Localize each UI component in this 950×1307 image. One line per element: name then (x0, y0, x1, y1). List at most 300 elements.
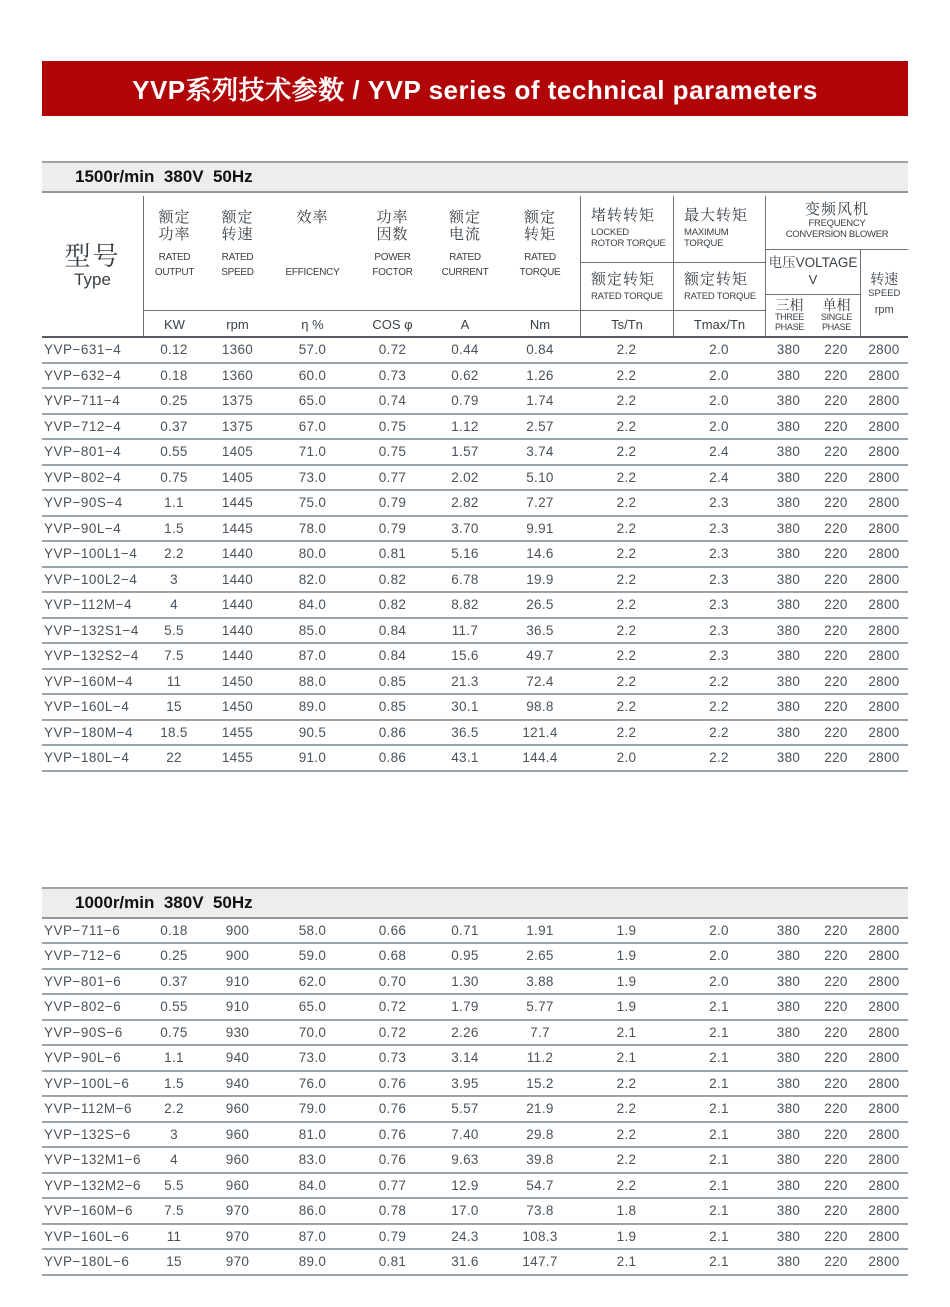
cell-rated_output_kw: 7.5 (164, 1203, 184, 1219)
cell-rated_speed_rpm: 1455 (221, 750, 254, 766)
cell-voltage_three_phase: 380 (776, 922, 801, 938)
header-type-zh: 型号 (64, 241, 121, 271)
unit-cos-phi: COS φ (355, 310, 430, 338)
table-row (42, 919, 908, 945)
cell-rated_torque_nm: 19.9 (526, 571, 554, 587)
cell-power_factor: 0.79 (378, 520, 407, 536)
cell-voltage_single_phase: 220 (824, 673, 848, 689)
cell-voltage_three_phase: 380 (776, 571, 801, 587)
cell-tmax_tn: 2.2 (709, 699, 729, 715)
cell-rated_current_a: 3.14 (451, 1050, 479, 1066)
cell-efficiency_pct: 83.0 (298, 1152, 327, 1168)
table-row (42, 721, 908, 747)
cell-efficiency_pct: 86.0 (298, 1203, 327, 1219)
cell-tmax_tn: 2.3 (709, 520, 729, 536)
unit-nm: Nm (500, 310, 580, 338)
cell-blower_speed_rpm: 2800 (868, 1177, 900, 1193)
label-zh: 转矩 (523, 226, 556, 243)
cell-power_factor: 0.85 (378, 699, 407, 715)
cell-blower_speed_rpm: 2800 (868, 393, 900, 409)
cell-rated_speed_rpm: 1440 (221, 622, 254, 638)
cell-voltage_three_phase: 380 (776, 1152, 801, 1168)
cell-rated_current_a: 24.3 (451, 1228, 479, 1244)
cell-rated_torque_nm: 7.27 (526, 495, 554, 511)
cell-blower_speed_rpm: 2800 (868, 571, 900, 587)
cell-efficiency_pct: 65.0 (298, 999, 327, 1015)
header-frequency-blower-title (766, 196, 908, 250)
label-en: PHASE (821, 321, 851, 332)
cell-voltage_three_phase: 380 (776, 724, 801, 740)
cell-tmax_tn: 2.1 (709, 1050, 729, 1066)
cell-voltage_three_phase: 380 (776, 673, 801, 689)
cell-rated_torque_nm: 21.9 (526, 1101, 554, 1117)
cell-rated_torque_nm: 15.2 (526, 1075, 554, 1091)
cell-rated_output_kw: 0.37 (160, 418, 188, 434)
cell-voltage_three_phase: 380 (776, 999, 801, 1015)
cell-ts_tn: 2.2 (616, 342, 637, 358)
cell-rated_speed_rpm: 960 (225, 1177, 250, 1193)
cell-model: YVP−90S−4 (44, 495, 123, 511)
cell-blower_speed_rpm: 2800 (868, 973, 900, 989)
cell-ts_tn: 2.2 (616, 495, 637, 511)
cell-voltage_single_phase: 220 (824, 1203, 848, 1219)
cell-ts_tn: 2.2 (616, 648, 637, 664)
cell-voltage_single_phase: 220 (824, 1152, 848, 1168)
unit-rpm: rpm (874, 303, 894, 316)
cell-rated_output_kw: 7.5 (164, 648, 184, 664)
cell-ts_tn: 2.2 (616, 622, 637, 638)
cell-rated_torque_nm: 108.3 (522, 1228, 558, 1244)
table-row (42, 389, 908, 415)
cell-model: YVP−112M−4 (44, 597, 133, 613)
cell-voltage_three_phase: 380 (776, 1126, 801, 1142)
cell-rated_current_a: 1.30 (451, 973, 479, 989)
cell-rated_speed_rpm: 930 (225, 1024, 250, 1040)
cell-voltage_single_phase: 220 (824, 750, 848, 766)
cell-tmax_tn: 2.1 (709, 1177, 729, 1193)
cell-model: YVP−100L1−4 (44, 546, 138, 562)
unit-eta-percent: η % (270, 310, 355, 338)
cell-efficiency_pct: 65.0 (298, 393, 327, 409)
cell-model: YVP−100L2−4 (44, 571, 138, 587)
cell-ts_tn: 2.2 (616, 1075, 637, 1091)
cell-blower_speed_rpm: 2800 (868, 367, 900, 383)
cell-rated_speed_rpm: 1405 (221, 444, 254, 460)
cell-power_factor: 0.82 (378, 597, 407, 613)
cell-voltage_three_phase: 380 (776, 1203, 801, 1219)
cell-rated_current_a: 11.7 (451, 622, 479, 638)
cell-rated_torque_nm: 121.4 (522, 724, 558, 740)
cell-voltage_three_phase: 380 (776, 444, 801, 460)
header-efficiency (270, 196, 355, 336)
label-zh: 功率 (158, 226, 191, 243)
cell-voltage_single_phase: 220 (824, 1024, 848, 1040)
cell-ts_tn: 2.2 (616, 393, 637, 409)
cell-tmax_tn: 2.4 (709, 444, 729, 460)
label-en: CURRENT (441, 267, 489, 278)
cell-rated_output_kw: 1.1 (164, 1050, 184, 1066)
cell-model: YVP−711−6 (44, 922, 121, 938)
cell-voltage_three_phase: 380 (776, 520, 801, 536)
cell-voltage_three_phase: 380 (776, 1228, 801, 1244)
cell-voltage_single_phase: 220 (824, 1177, 848, 1193)
cell-rated_output_kw: 1.5 (164, 520, 184, 536)
label-zh: 转速 (870, 270, 899, 287)
label-en: RATED TORQUE (591, 291, 664, 302)
cell-rated_speed_rpm: 900 (225, 948, 250, 964)
cell-efficiency_pct: 60.0 (298, 367, 327, 383)
cell-efficiency_pct: 79.0 (298, 1101, 327, 1117)
cell-ts_tn: 2.1 (616, 1050, 637, 1066)
cell-efficiency_pct: 90.5 (298, 724, 327, 740)
cell-voltage_single_phase: 220 (824, 1050, 848, 1066)
cell-voltage_single_phase: 220 (824, 418, 848, 434)
cell-rated_speed_rpm: 970 (225, 1228, 250, 1244)
label-en: SINGLE (820, 312, 853, 322)
cell-rated_current_a: 0.95 (451, 948, 479, 964)
cell-voltage_three_phase: 380 (776, 973, 801, 989)
label-en: CONVERSION BLOWER (785, 228, 889, 240)
label-zh: 堵转转矩 (591, 207, 656, 224)
header-maximum-torque (673, 196, 765, 336)
cell-power_factor: 0.72 (378, 1024, 407, 1040)
cell-rated_torque_nm: 26.5 (526, 597, 554, 613)
cell-voltage_three_phase: 380 (776, 546, 801, 562)
cell-rated_current_a: 0.79 (451, 393, 479, 409)
cell-efficiency_pct: 73.0 (298, 1050, 327, 1066)
table-row (42, 517, 908, 543)
cell-rated_torque_nm: 29.8 (526, 1126, 554, 1142)
cell-voltage_three_phase: 380 (776, 1075, 801, 1091)
cell-model: YVP−631−4 (44, 342, 122, 358)
header-locked-rotor-torque (580, 196, 673, 336)
cell-rated_output_kw: 4 (170, 1152, 178, 1168)
cell-power_factor: 0.68 (378, 948, 407, 964)
label-en: POWER (374, 252, 411, 263)
table-row (42, 970, 908, 996)
cell-efficiency_pct: 87.0 (298, 1228, 327, 1244)
cell-voltage_single_phase: 220 (824, 342, 848, 358)
cell-ts_tn: 2.2 (616, 367, 637, 383)
cell-rated_speed_rpm: 900 (225, 922, 250, 938)
cell-rated_output_kw: 1.1 (164, 495, 184, 511)
cell-efficiency_pct: 67.0 (298, 418, 327, 434)
cell-blower_speed_rpm: 2800 (868, 444, 900, 460)
unit-rpm: rpm (205, 310, 270, 338)
cell-rated_torque_nm: 5.10 (526, 469, 554, 485)
label-en: RATED TORQUE (684, 291, 757, 302)
cell-blower_speed_rpm: 2800 (868, 622, 900, 638)
label-zh: 单相 (822, 297, 851, 313)
cell-voltage_three_phase: 380 (776, 948, 801, 964)
cell-rated_output_kw: 18.5 (160, 724, 188, 740)
cell-rated_torque_nm: 9.91 (526, 520, 554, 536)
cell-tmax_tn: 2.0 (709, 948, 729, 964)
cell-rated_current_a: 36.5 (451, 724, 479, 740)
cell-rated_output_kw: 0.25 (160, 393, 188, 409)
cell-rated_current_a: 6.78 (451, 571, 479, 587)
cell-tmax_tn: 2.1 (709, 1203, 729, 1219)
cell-model: YVP−132M2−6 (44, 1177, 142, 1193)
cell-rated_torque_nm: 49.7 (526, 648, 554, 664)
cell-blower_speed_rpm: 2800 (868, 1101, 900, 1117)
cell-rated_torque_nm: 1.26 (526, 367, 554, 383)
cell-voltage_single_phase: 220 (824, 367, 848, 383)
cell-voltage_three_phase: 380 (776, 393, 801, 409)
cell-power_factor: 0.81 (378, 1254, 407, 1270)
cell-model: YVP−112M−6 (44, 1101, 133, 1117)
cell-tmax_tn: 2.1 (709, 1101, 729, 1117)
cell-ts_tn: 2.0 (616, 750, 637, 766)
table-header (42, 196, 908, 338)
table-row (42, 1072, 908, 1098)
cell-rated_speed_rpm: 1440 (221, 571, 254, 587)
cell-model: YVP−132S2−4 (44, 648, 139, 664)
cell-model: YVP−132S−6 (44, 1126, 131, 1142)
cell-power_factor: 0.76 (378, 1126, 407, 1142)
cell-model: YVP−132S1−4 (44, 622, 139, 638)
cell-model: YVP−632−4 (44, 367, 122, 383)
cell-model: YVP−712−4 (44, 418, 122, 434)
label-en: TORQUE (519, 267, 561, 278)
cell-blower_speed_rpm: 2800 (868, 1126, 900, 1142)
cell-voltage_single_phase: 220 (824, 597, 848, 613)
cell-blower_speed_rpm: 2800 (868, 1152, 900, 1168)
document-content (42, 0, 908, 1276)
unit-ampere: A (430, 310, 500, 338)
cell-power_factor: 0.79 (378, 495, 407, 511)
cell-ts_tn: 2.1 (616, 1024, 637, 1040)
cell-voltage_three_phase: 380 (776, 418, 801, 434)
cell-rated_output_kw: 3 (170, 571, 178, 587)
cell-voltage_three_phase: 380 (776, 1101, 801, 1117)
table-row (42, 1250, 908, 1276)
cell-power_factor: 0.76 (378, 1075, 407, 1091)
cell-ts_tn: 2.2 (616, 724, 637, 740)
cell-rated_speed_rpm: 910 (225, 973, 250, 989)
cell-model: YVP−712−6 (44, 948, 122, 964)
cell-rated_torque_nm: 1.74 (526, 393, 554, 409)
cell-efficiency_pct: 84.0 (298, 1177, 327, 1193)
cell-rated_current_a: 21.3 (451, 673, 479, 689)
cell-voltage_single_phase: 220 (824, 1101, 848, 1117)
cell-model: YVP−180M−4 (44, 724, 134, 740)
cell-rated_current_a: 2.02 (451, 469, 479, 485)
cell-rated_current_a: 43.1 (451, 750, 479, 766)
cell-rated_torque_nm: 2.57 (526, 418, 554, 434)
cell-voltage_single_phase: 220 (824, 622, 848, 638)
cell-rated_speed_rpm: 1375 (221, 393, 254, 409)
cell-voltage_single_phase: 220 (824, 999, 848, 1015)
cell-tmax_tn: 2.3 (709, 622, 729, 638)
cell-ts_tn: 1.8 (616, 1203, 637, 1219)
cell-voltage_single_phase: 220 (824, 699, 848, 715)
cell-rated_torque_nm: 73.8 (526, 1203, 554, 1219)
cell-rated_speed_rpm: 1360 (221, 367, 254, 383)
header-voltage-block (766, 250, 861, 337)
cell-voltage_single_phase: 220 (824, 973, 848, 989)
cell-rated_output_kw: 0.75 (160, 469, 188, 485)
cell-rated_current_a: 12.9 (451, 1177, 479, 1193)
cell-power_factor: 0.75 (378, 418, 407, 434)
cell-rated_torque_nm: 98.8 (526, 699, 554, 715)
cell-model: YVP−801−4 (44, 444, 122, 460)
cell-tmax_tn: 2.2 (709, 750, 729, 766)
cell-efficiency_pct: 88.0 (298, 673, 327, 689)
cell-tmax_tn: 2.1 (709, 1075, 729, 1091)
cell-voltage_three_phase: 380 (776, 495, 801, 511)
cell-blower_speed_rpm: 2800 (868, 948, 900, 964)
cell-rated_speed_rpm: 1440 (221, 546, 254, 562)
label-zh: 额定 (523, 209, 556, 226)
cell-blower_speed_rpm: 2800 (868, 1050, 900, 1066)
cell-rated_output_kw: 4 (170, 597, 178, 613)
table-row (42, 440, 908, 466)
cell-voltage_three_phase: 380 (776, 622, 801, 638)
cell-tmax_tn: 2.1 (709, 1254, 729, 1270)
cell-efficiency_pct: 78.0 (298, 520, 327, 536)
cell-rated_output_kw: 0.18 (160, 922, 188, 938)
cell-rated_speed_rpm: 960 (225, 1101, 250, 1117)
header-blower-speed (861, 250, 908, 337)
label-zh: 额定 (221, 209, 254, 226)
cell-model: YVP−160M−4 (44, 673, 134, 689)
cell-voltage_single_phase: 220 (824, 571, 848, 587)
cell-rated_output_kw: 0.18 (160, 367, 188, 383)
cell-model: YVP−802−6 (44, 999, 122, 1015)
cell-rated_output_kw: 5.5 (164, 622, 184, 638)
cell-voltage_three_phase: 380 (776, 1254, 801, 1270)
cell-power_factor: 0.75 (378, 444, 407, 460)
cell-tmax_tn: 2.0 (709, 367, 729, 383)
cell-rated_speed_rpm: 910 (225, 999, 250, 1015)
cell-power_factor: 0.85 (378, 673, 407, 689)
cell-rated_speed_rpm: 940 (225, 1075, 250, 1091)
cell-ts_tn: 1.9 (616, 999, 637, 1015)
cell-efficiency_pct: 62.0 (298, 973, 327, 989)
cell-rated_speed_rpm: 940 (225, 1050, 250, 1066)
cell-model: YVP−160L−6 (44, 1228, 130, 1244)
label-zh: 额定转矩 (684, 271, 749, 288)
cell-rated_output_kw: 1.5 (164, 1075, 184, 1091)
cell-rated_current_a: 31.6 (451, 1254, 479, 1270)
cell-model: YVP−801−6 (44, 973, 122, 989)
cell-ts_tn: 2.2 (616, 699, 637, 715)
label-en: TORQUE (684, 238, 724, 249)
table-row (42, 338, 908, 364)
cell-rated_current_a: 5.57 (451, 1101, 479, 1117)
table-row (42, 1225, 908, 1251)
label-en: SPEED (221, 267, 254, 278)
cell-efficiency_pct: 91.0 (298, 750, 327, 766)
cell-power_factor: 0.86 (378, 750, 407, 766)
cell-rated_torque_nm: 54.7 (526, 1177, 554, 1193)
table-row (42, 542, 908, 568)
cell-rated_torque_nm: 7.7 (530, 1024, 550, 1040)
cell-rated_current_a: 30.1 (451, 699, 479, 715)
cell-tmax_tn: 2.1 (709, 1024, 729, 1040)
header-rated-current (430, 196, 500, 336)
header-rated-output (143, 196, 205, 336)
cell-rated_current_a: 1.12 (451, 418, 479, 434)
header-type-en: Type (74, 270, 111, 289)
cell-ts_tn: 2.2 (616, 673, 637, 689)
table-row (42, 695, 908, 721)
cell-rated_current_a: 7.40 (451, 1126, 479, 1142)
cell-voltage_single_phase: 220 (824, 948, 848, 964)
cell-voltage_single_phase: 220 (824, 495, 848, 511)
table-body-1000rpm (42, 919, 908, 1276)
cell-rated_torque_nm: 14.6 (526, 546, 554, 562)
cell-efficiency_pct: 76.0 (298, 1075, 327, 1091)
cell-power_factor: 0.76 (378, 1101, 407, 1117)
cell-blower_speed_rpm: 2800 (868, 999, 900, 1015)
cell-rated_output_kw: 0.75 (160, 1024, 188, 1040)
cell-tmax_tn: 2.3 (709, 571, 729, 587)
cell-rated_torque_nm: 3.74 (526, 444, 554, 460)
table-row (42, 1199, 908, 1225)
cell-rated_torque_nm: 2.65 (526, 948, 554, 964)
label-en: OUTPUT (154, 267, 195, 278)
cell-blower_speed_rpm: 2800 (868, 495, 900, 511)
cell-tmax_tn: 2.3 (709, 495, 729, 511)
header-frequency-blower-group (765, 196, 908, 336)
header-three-phase (766, 297, 813, 335)
cell-rated_torque_nm: 3.88 (526, 973, 554, 989)
cell-power_factor: 0.77 (378, 469, 407, 485)
cell-model: YVP−180L−6 (44, 1254, 130, 1270)
header-rated-speed (205, 196, 270, 336)
cell-voltage_three_phase: 380 (776, 597, 801, 613)
table-row (42, 1123, 908, 1149)
cell-rated_speed_rpm: 1440 (221, 597, 254, 613)
cell-blower_speed_rpm: 2800 (868, 520, 900, 536)
cell-voltage_single_phase: 220 (824, 1126, 848, 1142)
cell-rated_current_a: 0.62 (451, 367, 479, 383)
cell-model: YVP−90L−4 (44, 520, 122, 536)
cell-voltage_three_phase: 380 (776, 699, 801, 715)
cell-rated_current_a: 5.16 (451, 546, 479, 562)
cell-rated_current_a: 9.63 (451, 1152, 479, 1168)
table-row (42, 1148, 908, 1174)
cell-tmax_tn: 2.1 (709, 1126, 729, 1142)
table-row (42, 995, 908, 1021)
cell-ts_tn: 2.2 (616, 546, 637, 562)
cell-power_factor: 0.73 (378, 1050, 407, 1066)
cell-voltage_three_phase: 380 (776, 367, 801, 383)
cell-rated_output_kw: 0.25 (160, 948, 188, 964)
cell-blower_speed_rpm: 2800 (868, 418, 900, 434)
cell-voltage_single_phase: 220 (824, 546, 848, 562)
cell-ts_tn: 2.1 (616, 1254, 637, 1270)
cell-rated_speed_rpm: 1450 (221, 699, 254, 715)
cell-voltage_three_phase: 380 (776, 1024, 801, 1040)
cell-voltage_single_phase: 220 (824, 1075, 848, 1091)
cell-model: YVP−132M1−6 (44, 1152, 142, 1168)
cell-tmax_tn: 2.2 (709, 724, 729, 740)
cell-rated_output_kw: 11 (166, 673, 182, 689)
cell-tmax_tn: 2.2 (709, 673, 729, 689)
table-row (42, 1046, 908, 1072)
unit-volt: V (808, 272, 818, 287)
cell-efficiency_pct: 58.0 (298, 922, 327, 938)
cell-rated_output_kw: 2.2 (164, 1101, 184, 1117)
label-zh: 额定转矩 (591, 271, 656, 288)
label-en: SPEED (868, 287, 901, 299)
cell-rated_current_a: 2.26 (451, 1024, 479, 1040)
table-row (42, 491, 908, 517)
cell-model: YVP−802−4 (44, 469, 122, 485)
